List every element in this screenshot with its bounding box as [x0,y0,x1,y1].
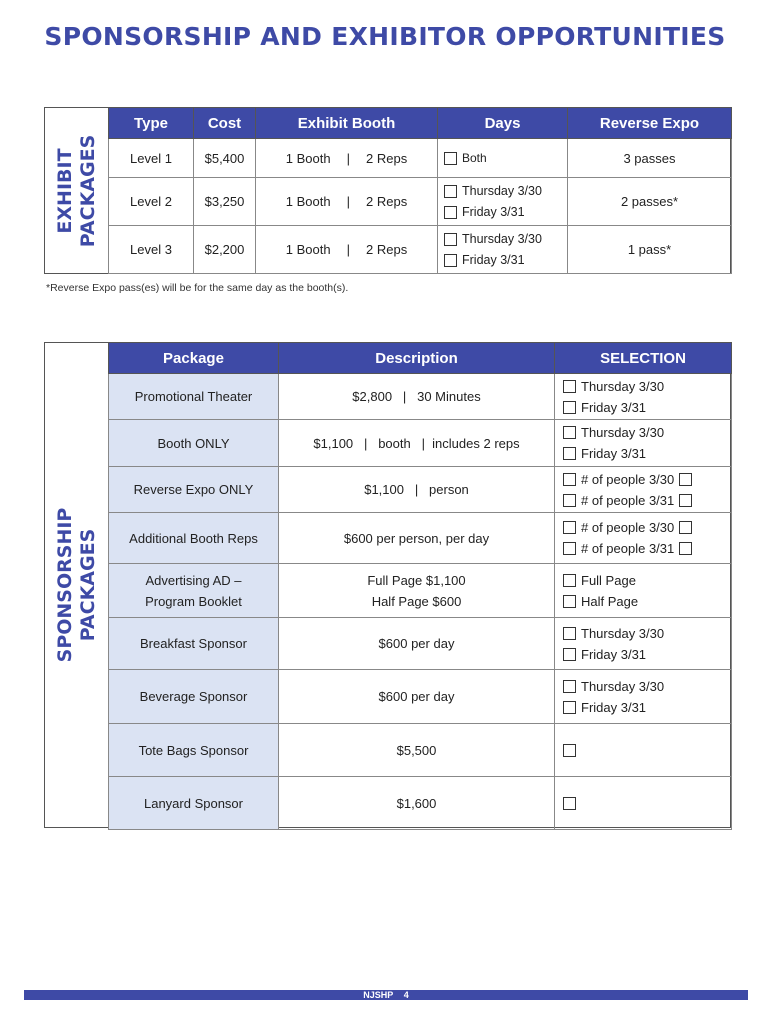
exhibit-booth-reps: 2 Reps [366,194,408,209]
selection-checkbox[interactable] [563,744,576,757]
exhibit-booth-cell [256,178,438,226]
selection-checkbox[interactable] [563,627,576,640]
package-description-cell [279,513,555,564]
selection-option[interactable] [563,797,731,810]
sponsorship-row [109,420,732,467]
exhibit-booth-reps: 2 Reps [366,242,408,257]
exhibit-side-label-line-2: PACKAGES [76,134,99,247]
sponsorship-row [109,467,732,513]
footer-page-number: 4 [403,990,409,1000]
package-name-cell [109,777,279,830]
selection-checkbox[interactable] [563,797,576,810]
selection-cell [555,670,732,724]
quantity-checkbox[interactable] [679,494,692,507]
sponsorship-side-label [54,508,100,663]
selection-option[interactable] [563,490,731,511]
exhibit-booth-sep: | [346,194,350,209]
exhibit-type-cell: Level 3 [109,226,194,274]
sponsorship-packages-block [44,342,731,828]
package-description-cell [279,670,555,724]
exhibit-cost-cell: $5,400 [194,139,256,178]
page-footer [24,990,748,1000]
selection-checkbox[interactable] [563,595,576,608]
sponsorship-row [109,777,732,830]
selection-option[interactable] [563,644,731,665]
exhibit-side-label [54,134,100,247]
exhibit-day-label: Thursday 3/30 [462,231,542,246]
package-description-line: Half Page $600 [371,593,462,609]
package-description-line: $5,500 [396,742,437,758]
sponsorship-header-package: Package [109,343,279,374]
exhibit-header-type: Type [109,108,194,139]
package-name-line: Breakfast Sponsor [140,636,247,651]
day-checkbox[interactable] [444,254,457,267]
exhibit-type-cell: Level 2 [109,178,194,226]
selection-cell [555,420,732,467]
sponsorship-row [109,374,732,420]
day-checkbox[interactable] [444,233,457,246]
package-name-line: Promotional Theater [134,389,253,404]
package-description-cell [279,564,555,618]
exhibit-expo-cell: 1 pass* [568,226,732,274]
selection-cell [555,467,732,513]
quantity-checkbox[interactable] [679,473,692,486]
package-description-line: $2,800 | 30 Minutes [352,389,481,404]
selection-option-label: Friday 3/31 [581,646,647,662]
selection-option-label: Full Page [581,572,636,588]
selection-checkbox[interactable] [563,648,576,661]
sponsorship-table [108,342,732,830]
footer-org: NJSHP [363,990,394,1000]
selection-checkbox[interactable] [563,521,576,534]
package-name-line: Booth ONLY [157,435,230,451]
package-name-cell [109,513,279,564]
exhibit-cost-cell: $2,200 [194,226,256,274]
selection-checkbox[interactable] [563,426,576,439]
package-description-cell [279,467,555,513]
selection-option[interactable] [563,469,731,490]
package-name-cell [109,564,279,618]
exhibit-table [108,107,732,274]
selection-option[interactable] [563,397,731,418]
sponsorship-row [109,618,732,670]
sponsorship-row [109,724,732,777]
selection-checkbox[interactable] [563,447,576,460]
package-description-line: $1,100 | booth | includes 2 reps [313,435,520,451]
exhibit-booth-cell [256,139,438,178]
exhibit-booth-sep: | [346,242,350,257]
exhibit-days-cell [438,178,568,226]
selection-option[interactable] [563,422,731,443]
selection-checkbox[interactable] [563,380,576,393]
selection-option[interactable] [563,744,731,757]
exhibit-booth-booth: 1 Booth [285,194,331,209]
selection-option-label: # of people 3/30 [581,520,675,535]
exhibit-day-label: Thursday 3/30 [462,183,542,198]
package-description-line: $1,100 | person [364,482,469,497]
selection-cell [555,777,732,830]
package-description-cell [279,374,555,420]
exhibit-day-option[interactable] [444,229,567,250]
exhibit-booth-booth: 1 Booth [285,150,331,166]
exhibit-expo-cell: 2 passes* [568,178,732,226]
package-description-line: $600 per day [378,689,455,704]
selection-cell [555,564,732,618]
selection-checkbox[interactable] [563,542,576,555]
selection-option-label: # of people 3/31 [581,541,675,556]
package-description-cell [279,777,555,830]
selection-checkbox[interactable] [563,401,576,414]
exhibit-expo-cell: 3 passes [568,139,732,178]
exhibit-footnote: *Reverse Expo pass(es) will be for the same day as the booth(s). [46,282,349,294]
selection-option-label: Thursday 3/30 [581,678,665,694]
selection-checkbox[interactable] [563,680,576,693]
package-description-line: $600 per day [378,636,455,651]
package-name-line: Program Booklet [145,593,242,609]
sponsorship-header-row [109,343,732,374]
day-checkbox[interactable] [444,152,457,165]
exhibit-side-label-line-1: EXHIBIT [53,147,76,234]
selection-option-label: Thursday 3/30 [581,625,665,641]
exhibit-booth-sep: | [346,150,350,166]
exhibit-type-cell: Level 1 [109,139,194,178]
exhibit-booth-cell [256,226,438,274]
package-name-line: Beverage Sponsor [139,689,248,704]
package-description-line: Full Page $1,100 [367,572,466,588]
exhibit-day-option[interactable] [444,148,567,169]
selection-option-label: Half Page [581,593,639,609]
package-description-cell [279,618,555,670]
selection-option-label: Thursday 3/30 [581,425,665,440]
exhibit-header-booth: Exhibit Booth [256,108,438,139]
selection-option-label: # of people 3/31 [581,492,675,508]
exhibit-day-option[interactable] [444,250,567,271]
package-name-line: Lanyard Sponsor [143,795,243,811]
package-name-line: Advertising AD – [145,572,242,588]
package-name-cell [109,467,279,513]
selection-cell [555,513,732,564]
exhibit-packages-block [44,107,731,274]
package-name-line: Reverse Expo ONLY [133,482,254,497]
selection-option[interactable] [563,443,731,464]
selection-checkbox[interactable] [563,494,576,507]
selection-option[interactable] [563,697,731,718]
selection-cell [555,374,732,420]
selection-option-label: Thursday 3/30 [581,378,665,394]
exhibit-header-days: Days [438,108,568,139]
sponsorship-row [109,513,732,564]
exhibit-booth-reps: 2 Reps [366,150,408,166]
selection-option[interactable] [563,517,731,538]
exhibit-side-label-cell [45,108,109,273]
sponsorship-header-description: Description [279,343,555,374]
exhibit-row [109,139,732,178]
selection-cell [555,724,732,777]
selection-option-label: Friday 3/31 [581,446,647,461]
exhibit-days-cell [438,226,568,274]
exhibit-day-option[interactable] [444,202,567,223]
package-name-cell [109,670,279,724]
package-description-cell [279,420,555,467]
selection-option[interactable] [563,570,731,591]
sponsorship-row [109,564,732,618]
exhibit-header-cost: Cost [194,108,256,139]
package-name-cell [109,618,279,670]
day-checkbox[interactable] [444,206,457,219]
exhibit-row [109,226,732,274]
sponsorship-row [109,670,732,724]
quantity-checkbox[interactable] [679,521,692,534]
exhibit-days-cell [438,139,568,178]
day-checkbox[interactable] [444,185,457,198]
selection-option-label: # of people 3/30 [581,471,675,487]
exhibit-day-option[interactable] [444,181,567,202]
exhibit-booth-booth: 1 Booth [285,242,331,257]
sponsorship-side-label-cell [45,343,109,827]
package-description-line: $600 per person, per day [343,530,490,546]
package-name-cell [109,724,279,777]
sponsorship-side-label-line-1: SPONSORSHIP [53,507,76,663]
exhibit-header-reverse-expo: Reverse Expo [568,108,732,139]
quantity-checkbox[interactable] [679,542,692,555]
exhibit-header-row [109,108,732,139]
selection-option-label: Friday 3/31 [581,699,647,715]
package-name-line: Additional Booth Reps [129,530,258,546]
selection-cell [555,618,732,670]
selection-option-label: Friday 3/31 [581,399,647,415]
sponsorship-header-selection: SELECTION [555,343,732,374]
package-name-cell [109,420,279,467]
selection-option[interactable] [563,538,731,559]
page-title: SPONSORSHIP AND EXHIBITOR OPPORTUNITIES [44,22,726,51]
package-name-cell [109,374,279,420]
sponsorship-side-label-line-2: PACKAGES [76,528,99,642]
exhibit-cost-cell: $3,250 [194,178,256,226]
selection-option[interactable] [563,591,731,612]
selection-checkbox[interactable] [563,574,576,587]
selection-option[interactable] [563,623,731,644]
selection-checkbox[interactable] [563,701,576,714]
package-name-line: Tote Bags Sponsor [138,742,249,758]
exhibit-day-label: Friday 3/31 [462,204,525,219]
selection-option[interactable] [563,376,731,397]
exhibit-day-label: Both [462,150,487,165]
selection-option[interactable] [563,676,731,697]
package-description-cell [279,724,555,777]
exhibit-row [109,178,732,226]
selection-checkbox[interactable] [563,473,576,486]
package-description-line: $1,600 [396,795,437,811]
exhibit-day-label: Friday 3/31 [462,252,525,267]
